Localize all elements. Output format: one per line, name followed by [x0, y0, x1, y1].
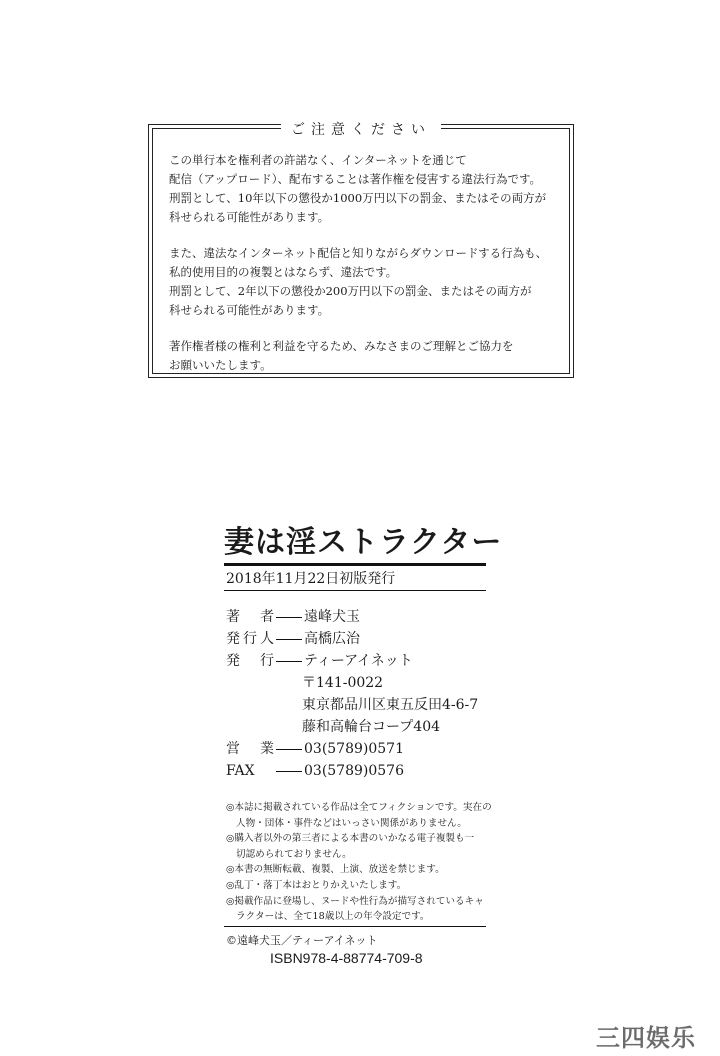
- author-label: 著者: [226, 609, 274, 625]
- date-rule: [224, 590, 486, 591]
- note-line: ◎乱丁・落丁本はおとりかえいたします。: [226, 879, 407, 891]
- notes-block: [226, 800, 492, 925]
- copyright-text: ©遠峰犬玉／ティーアイネット: [226, 934, 378, 947]
- note-line: 切認められておりません。: [236, 848, 352, 860]
- sales-row: [226, 738, 478, 760]
- notice-line: 刑罰として、2年以下の懲役か200万円以下の罰金、またはその両方が: [169, 284, 532, 298]
- issuer-name: 高橋広治: [304, 631, 360, 647]
- notice-line: 刑罰として、10年以下の懲役か1000万円以下の罰金、またはその両方が: [169, 191, 547, 205]
- credits-block: [226, 606, 478, 782]
- postal-code: 〒141-0022: [302, 675, 384, 691]
- issuer-row: [226, 628, 478, 650]
- note-line: ◎掲載作品に登場し、ヌードや性行為が描写されているキャ: [226, 895, 484, 907]
- notice-line: 著作権者様の権利と利益を守るため、みなさまのご理解とご協力を: [169, 339, 514, 353]
- notice-line: 配信（アップロード）、配布することは著作権を侵害する違法行為です。: [169, 172, 542, 186]
- author-name: 遠峰犬玉: [304, 609, 360, 625]
- notice-paragraph-3: [169, 337, 559, 375]
- copyright-rule: [224, 926, 486, 927]
- fax-row: [226, 760, 478, 782]
- notice-paragraph-1: [169, 151, 559, 227]
- publisher-name: ティーアイネット: [304, 653, 413, 669]
- isbn-text: ISBN978-4-88774-709-8: [270, 950, 423, 966]
- note-line: ◎本誌に掲載されている作品は全てフィクションです。実在の: [226, 802, 492, 813]
- title-rule: [224, 563, 486, 566]
- notice-line: また、違法なインターネット配信と知りながらダウンロードする行為も、: [169, 246, 548, 260]
- notice-line: 私的使用目的の複製とはならず、違法です。: [169, 265, 398, 279]
- note-line: ◎本書の無断転載、複製、上演、放送を禁じます。: [226, 864, 445, 876]
- publication-date: 2018年11月22日初版発行: [226, 571, 396, 587]
- notice-body: [169, 151, 559, 392]
- note-line: 人物・団体・事件などはいっさい関係がありません。: [236, 817, 467, 829]
- author-row: [226, 606, 478, 628]
- watermark-text: 三四娱乐: [596, 1024, 696, 1052]
- notice-line: 科せられる可能性があります。: [169, 210, 330, 224]
- notice-inner-border: [152, 122, 570, 374]
- note-line: ラクターは、全て18歳以上の年令設定です。: [236, 911, 430, 923]
- address-line-1: 東京都品川区東五反田4-6-7: [302, 697, 479, 713]
- notice-box: [148, 124, 574, 378]
- sales-phone: 03(5789)0571: [304, 741, 404, 757]
- dash-rule: [276, 628, 302, 640]
- book-title: 妻は淫ストラクター: [224, 525, 503, 560]
- fax-label: FAX: [226, 763, 255, 779]
- sales-label: 営業: [226, 741, 274, 757]
- publisher-row: [226, 650, 478, 672]
- address-line-2: 藤和高輪台コープ404: [302, 719, 441, 735]
- dash-rule: [276, 738, 302, 750]
- dash-rule: [276, 760, 302, 772]
- fax-number: 03(5789)0576: [304, 763, 404, 779]
- dash-rule: [276, 650, 302, 662]
- note-line: ◎購入者以外の第三者による本書のいかなる電子複製も一: [226, 833, 475, 845]
- notice-line: この単行本を権利者の許諾なく、インターネットを通じて: [169, 153, 467, 167]
- publisher-label: 発行: [226, 653, 274, 669]
- issuer-label: 発行人: [226, 631, 274, 647]
- dash-rule: [276, 606, 302, 618]
- notice-line: 科せられる可能性があります。: [169, 303, 330, 317]
- notice-title: ご注意ください: [281, 119, 441, 139]
- notice-paragraph-2: [169, 244, 559, 320]
- notice-line: お願いいたします。: [169, 358, 272, 372]
